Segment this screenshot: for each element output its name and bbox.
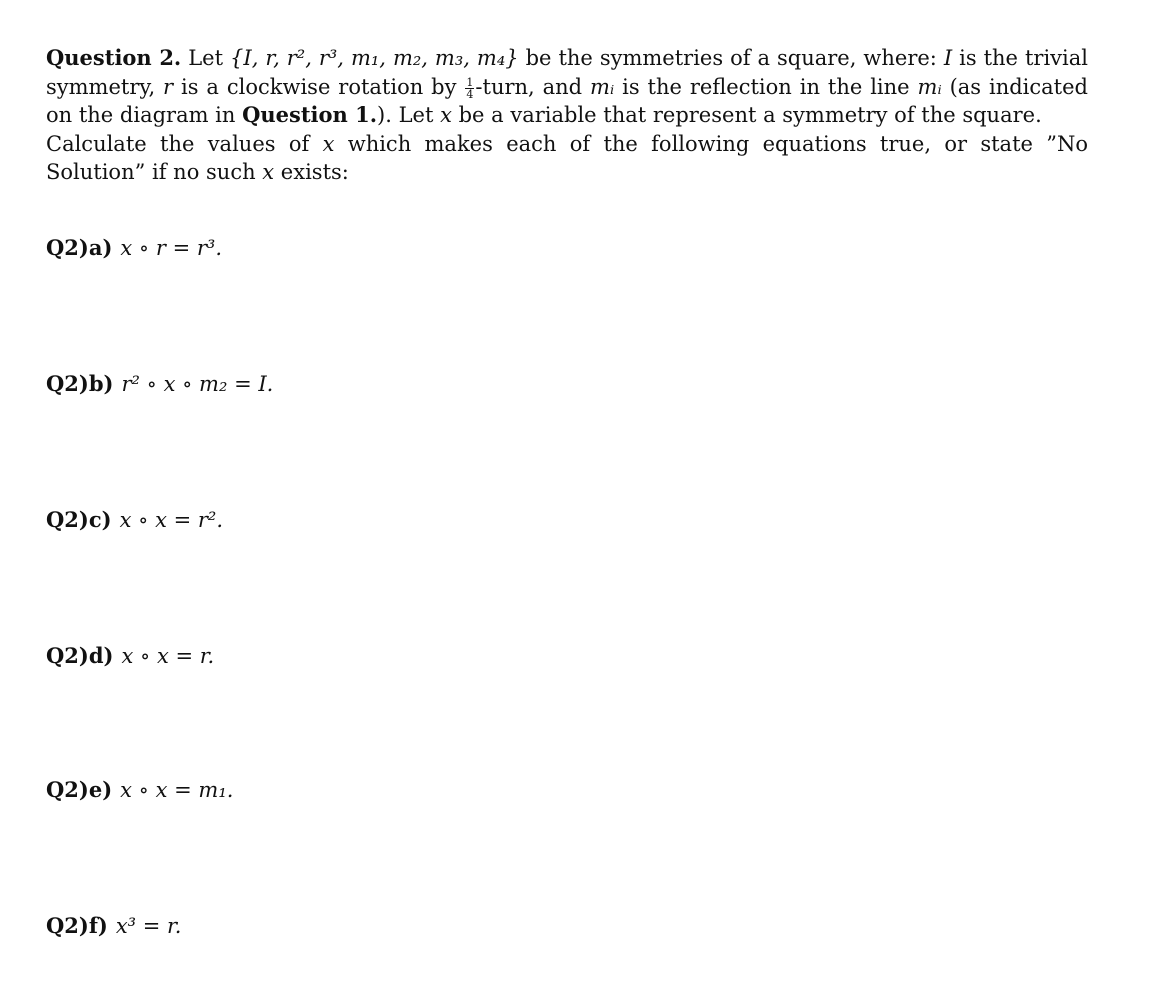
fraction-denominator: 4 [466, 88, 474, 102]
fraction-numerator: 1 [466, 76, 474, 90]
math-symbol: x [440, 103, 452, 127]
instruction-text: which makes each of the following equations true, or state ”No Solution” if no such [46, 131, 1088, 184]
part-label: Q2)c) [46, 507, 112, 532]
part-label: Q2)b) [46, 371, 114, 396]
statement-text: is the trivial symmetry, [46, 46, 1088, 99]
statement-text: be the symmetries of a square, where: [518, 46, 944, 70]
math-symbol: I [943, 46, 953, 70]
symmetry-set: {I, r, r², r³, m₁, m₂, m₃, m₄} [230, 46, 519, 70]
instruction-text: exists: [274, 160, 349, 184]
part-equation: x ∘ x = m₁. [120, 778, 234, 802]
statement-text: Let [188, 46, 231, 70]
statement-text: (as indicated on the diagram in [46, 74, 1088, 127]
part-equation: x ∘ r = r³. [120, 236, 222, 260]
question-intro [46, 44, 1088, 187]
part-label: Q2)d) [46, 643, 114, 668]
question-heading: Question 2. [46, 45, 182, 70]
math-symbol: x [262, 160, 275, 184]
statement-text: be a variable that represent a symmetry of the square. [451, 103, 1042, 127]
part-label: Q2)e) [46, 777, 113, 802]
part-f [46, 912, 181, 940]
part-label: Q2)a) [46, 235, 113, 260]
math-symbol: mᵢ [590, 74, 615, 99]
part-equation: x ∘ x = r. [121, 644, 215, 668]
quarter-fraction [465, 77, 474, 100]
math-symbol: r [163, 74, 174, 99]
question-reference: Question 1. [242, 102, 378, 127]
math-symbol: mᵢ [917, 74, 942, 99]
question-page [46, 44, 1088, 187]
math-symbol: x [322, 131, 335, 156]
instruction-text: Calculate the values of [46, 131, 323, 156]
part-d [46, 642, 214, 670]
part-label: Q2)f) [46, 913, 108, 938]
statement-text: -turn, and [475, 74, 591, 99]
part-equation: x ∘ x = r². [119, 508, 223, 532]
question-instruction [46, 130, 1088, 187]
statement-text: is the reflection in the line [614, 74, 918, 99]
part-equation: x³ = r. [115, 914, 182, 938]
part-b [46, 370, 273, 398]
question-statement [46, 44, 1088, 130]
statement-text: is a clockwise rotation by [173, 74, 465, 99]
part-c [46, 506, 223, 534]
statement-text: ). Let [377, 103, 441, 127]
part-e [46, 776, 233, 804]
part-equation: r² ∘ x ∘ m₂ = I. [121, 372, 274, 396]
part-a [46, 234, 222, 262]
